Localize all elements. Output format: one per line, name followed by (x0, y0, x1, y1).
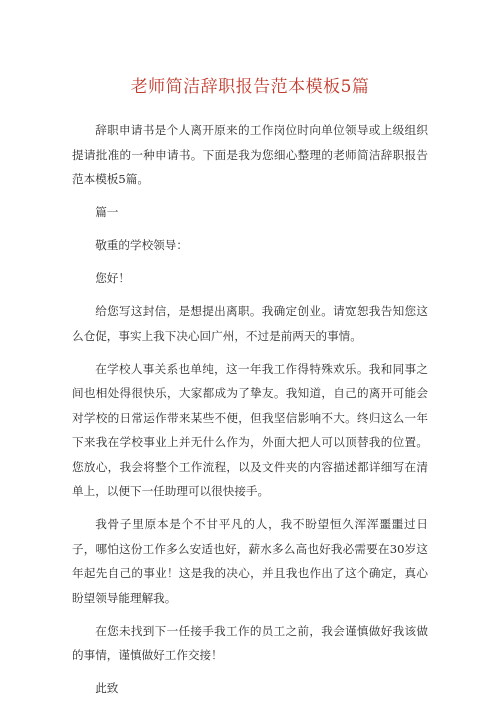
section-heading: 篇一 (95, 205, 119, 219)
salutation: 敬重的学校领导： (95, 238, 188, 252)
greeting: 您好！ (95, 271, 130, 285)
closing: 此致 (95, 681, 119, 695)
document-title: 老师简洁辞职报告范本模板5篇 (130, 77, 370, 97)
body-paragraph: 我骨子里原本是个不甘平凡的人，我不盼望恒久浑浑噩噩过日子，哪怕这份工作多么安适也好，薪水多么高也好我必需要在30岁这年起先自己的事业！这是我的决心，并且我也作出了这个确定，真心盼望领导能理解我。 (72, 517, 428, 605)
body-paragraph: 给您写这封信，是想提出离职。我确定创业。请宽恕我告知您这么仓促，事实上我下决心回广州，不过是前两天的事情。 (72, 304, 428, 343)
body-paragraph: 在您未找到下一任接手我工作的员工之前，我会谨慎做好我该做的事情，谨慎做好工作交接！ (72, 623, 428, 662)
document-body (72, 118, 428, 709)
body-paragraph: 在学校人事关系也单纯，这一年我工作得特殊欢乐。我和同事之间也相处得很快乐，大家都成为了挚友。我知道，自己的离开可能会对学校的日常运作带来某些不便，但我坚信影响不大。终归这么一年下来我在学校事业上并无什么作为，外面大把人可以顶替我的位置。您放心，我会将整个工作流程，以及文件夹的内容描述都详细写在清单上，以便下一任助理可以很快接手。 (72, 361, 428, 498)
intro-paragraph: 辞职申请书是个人离开原来的工作岗位时向单位领导或上级组织提请批准的一种申请书。下面是我为您细心整理的老师简洁辞职报告范本模板5篇。 (72, 123, 428, 186)
